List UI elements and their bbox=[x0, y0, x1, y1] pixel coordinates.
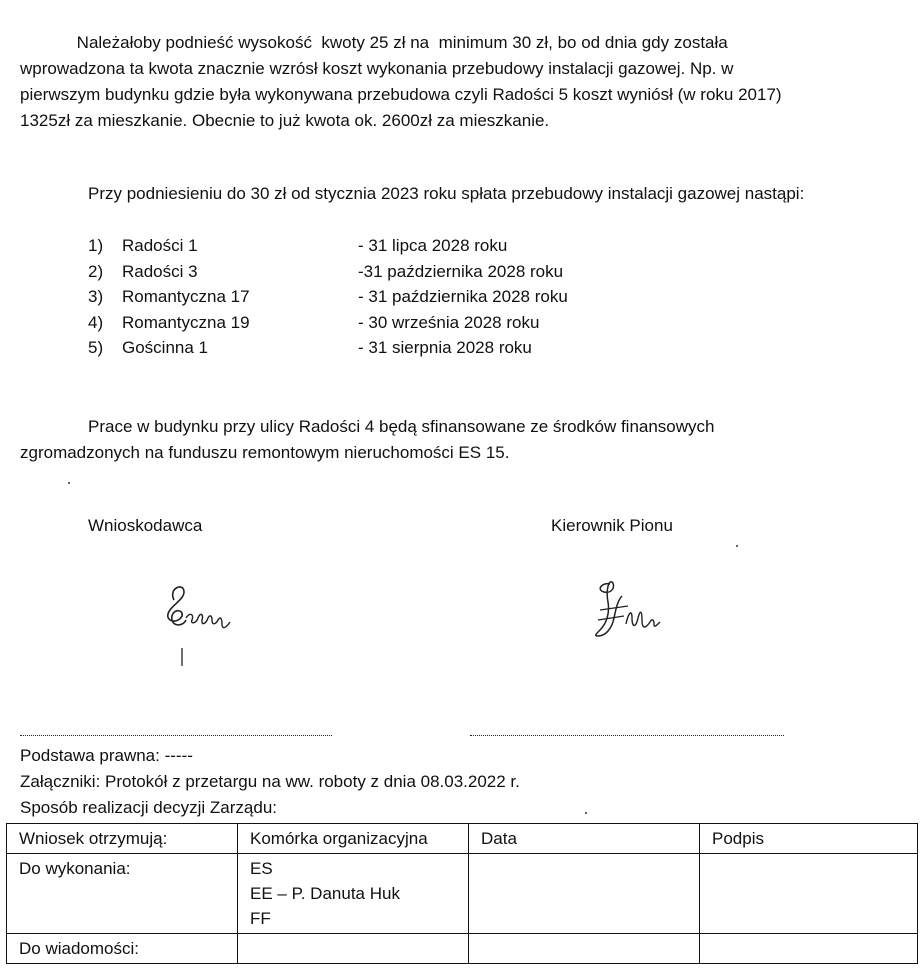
repayment-date: - 30 września 2028 roku bbox=[358, 312, 540, 332]
header-cell: Data bbox=[469, 824, 700, 854]
applicant-signature bbox=[160, 578, 240, 670]
repayment-schedule-list bbox=[88, 233, 648, 361]
list-number: 4) bbox=[88, 312, 104, 332]
paragraph-repayment-intro: Przy podniesieniu do 30 zł od stycznia 2023 roku spłata przebudowy instalacji gazowej nastąpi: bbox=[88, 184, 805, 203]
paragraph-funding bbox=[20, 414, 900, 466]
table-row bbox=[7, 854, 918, 934]
paragraph-line: Prace w budynku przy ulicy Radości 4 będą sfinansowane ze środków finansowych bbox=[88, 417, 715, 436]
row-label: Do wiadomości: bbox=[7, 934, 238, 964]
legal-basis: Podstawa prawna: ----- bbox=[20, 746, 193, 765]
paragraph-line: 1325zł za mieszkanie. Obecnie to już kwota ok. 2600zł za mieszkanie. bbox=[20, 111, 550, 130]
table-header-row bbox=[7, 824, 918, 854]
list-number: 1) bbox=[88, 236, 104, 255]
repayment-date: - 31 lipca 2028 roku bbox=[358, 236, 508, 255]
building-address: Radości 1 bbox=[122, 236, 198, 255]
building-address: Romantyczna 17 bbox=[122, 287, 250, 307]
dotted-signature-line bbox=[470, 735, 784, 736]
list-item bbox=[88, 233, 648, 259]
org-unit: ES bbox=[250, 859, 273, 878]
org-unit: FF bbox=[250, 909, 271, 928]
paragraph-line: zgromadzonych na funduszu remontowym nieruchomości ES 15. bbox=[20, 443, 510, 462]
repayment-date: - 31 października 2028 roku bbox=[358, 287, 568, 307]
distribution-table bbox=[6, 823, 918, 964]
paragraph-cost-increase bbox=[20, 30, 900, 134]
repayment-date: - 31 sierpnia 2028 roku bbox=[358, 338, 532, 358]
org-unit-cell bbox=[238, 934, 469, 964]
list-item bbox=[88, 310, 648, 336]
list-item bbox=[88, 335, 648, 361]
attachments: Załączniki: Protokół z przetargu na ww. roboty z dnia 08.03.2022 r. bbox=[20, 772, 520, 791]
building-address: Gościnna 1 bbox=[122, 338, 208, 358]
realization-method: Sposób realizacji decyzji Zarządu: bbox=[20, 798, 278, 817]
paragraph-line: Należałoby podnieść wysokość kwoty 25 zł na minimum 30 zł, bo od dnia gdy została bbox=[20, 33, 728, 52]
header-cell: Komórka organizacyjna bbox=[238, 824, 469, 854]
building-address: Romantyczna 19 bbox=[122, 312, 250, 332]
date-cell bbox=[469, 934, 700, 964]
repayment-date: -31 października 2028 roku bbox=[358, 261, 564, 281]
list-number: 3) bbox=[88, 287, 104, 307]
scan-speck bbox=[68, 482, 70, 484]
division-head-label: Kierownik Pionu bbox=[551, 516, 673, 535]
signature-cell bbox=[700, 854, 918, 934]
paragraph-line: pierwszym budynku gdzie była wykonywana przebudowa czyli Radości 5 koszt wyniósł (w roku 2017) bbox=[20, 85, 782, 104]
list-item bbox=[88, 284, 648, 310]
list-number: 5) bbox=[88, 338, 104, 358]
header-cell: Podpis bbox=[700, 824, 918, 854]
scan-speck bbox=[585, 812, 587, 814]
list-number: 2) bbox=[88, 261, 104, 281]
list-item bbox=[88, 259, 648, 285]
applicant-label: Wnioskodawca bbox=[88, 516, 203, 535]
org-unit: EE – P. Danuta Huk bbox=[250, 884, 400, 903]
date-cell bbox=[469, 854, 700, 934]
org-unit-cell bbox=[238, 854, 469, 934]
table-row bbox=[7, 934, 918, 964]
division-head-signature bbox=[588, 578, 678, 646]
paragraph-line: wprowadzona ta kwota znacznie wzrósł koszt wykonania przebudowy instalacji gazowej. Np. w bbox=[20, 59, 734, 78]
dotted-signature-line bbox=[20, 735, 332, 736]
signature-cell bbox=[700, 934, 918, 964]
row-label: Do wykonania: bbox=[7, 854, 238, 934]
scan-speck bbox=[736, 545, 738, 547]
header-cell: Wniosek otrzymują: bbox=[7, 824, 238, 854]
building-address: Radości 3 bbox=[122, 261, 198, 281]
